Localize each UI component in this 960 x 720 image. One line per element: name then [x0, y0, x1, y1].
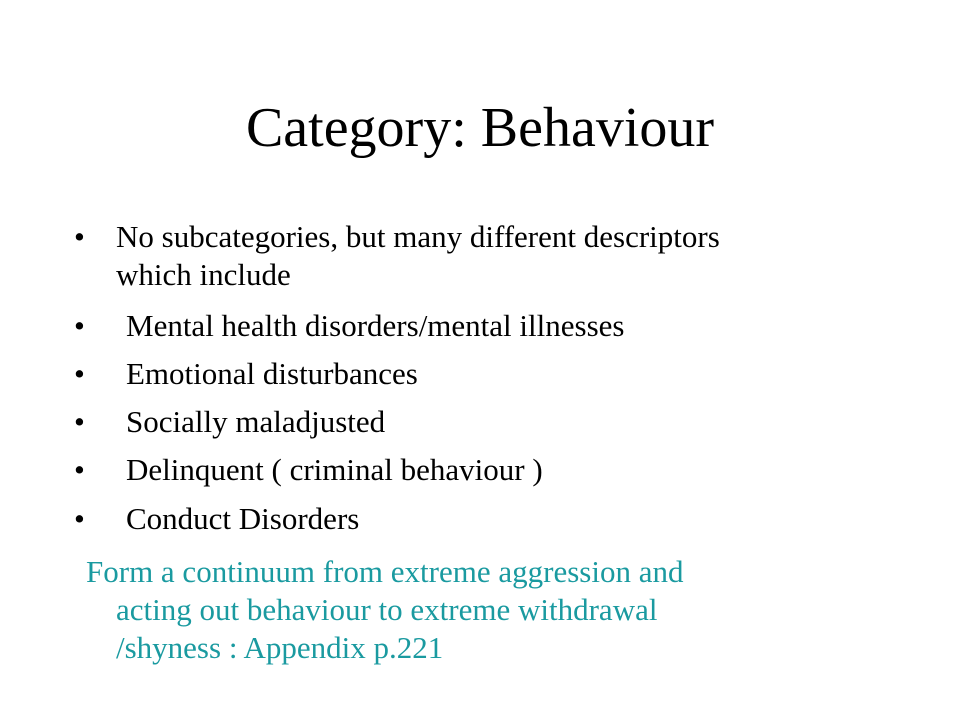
bullet-item	[74, 307, 625, 345]
bullet-text: Conduct Disorders	[126, 501, 360, 536]
bullet-text: Mental health disorders/mental illnesses	[126, 308, 625, 343]
bullet-item	[74, 500, 360, 538]
bullet-text-continued: which include	[116, 257, 291, 292]
bullet-item	[74, 403, 386, 441]
bullet-text: No subcategories, but many different descriptors	[116, 219, 720, 254]
continuum-note-line: Form a continuum from extreme aggression and	[86, 554, 684, 589]
bullet-item	[74, 218, 720, 294]
continuum-note-line: /shyness : Appendix p.221	[116, 630, 444, 665]
bullet-text: Delinquent ( criminal behaviour )	[126, 452, 543, 487]
bullet-text: Emotional disturbances	[126, 356, 418, 391]
bullet-dot-icon: •	[74, 356, 85, 391]
continuum-note	[86, 553, 926, 667]
continuum-note-line: acting out behaviour to extreme withdrawal	[116, 592, 658, 627]
bullet-item	[74, 355, 418, 393]
bullet-dot-icon: •	[74, 501, 85, 536]
bullet-dot-icon: •	[74, 452, 85, 487]
bullet-item	[74, 451, 543, 489]
bullet-dot-icon: •	[74, 219, 85, 254]
slide-title: Category: Behaviour	[245, 97, 715, 159]
bullet-dot-icon: •	[74, 308, 85, 343]
bullet-dot-icon: •	[74, 404, 85, 439]
bullet-text: Socially maladjusted	[126, 404, 386, 439]
